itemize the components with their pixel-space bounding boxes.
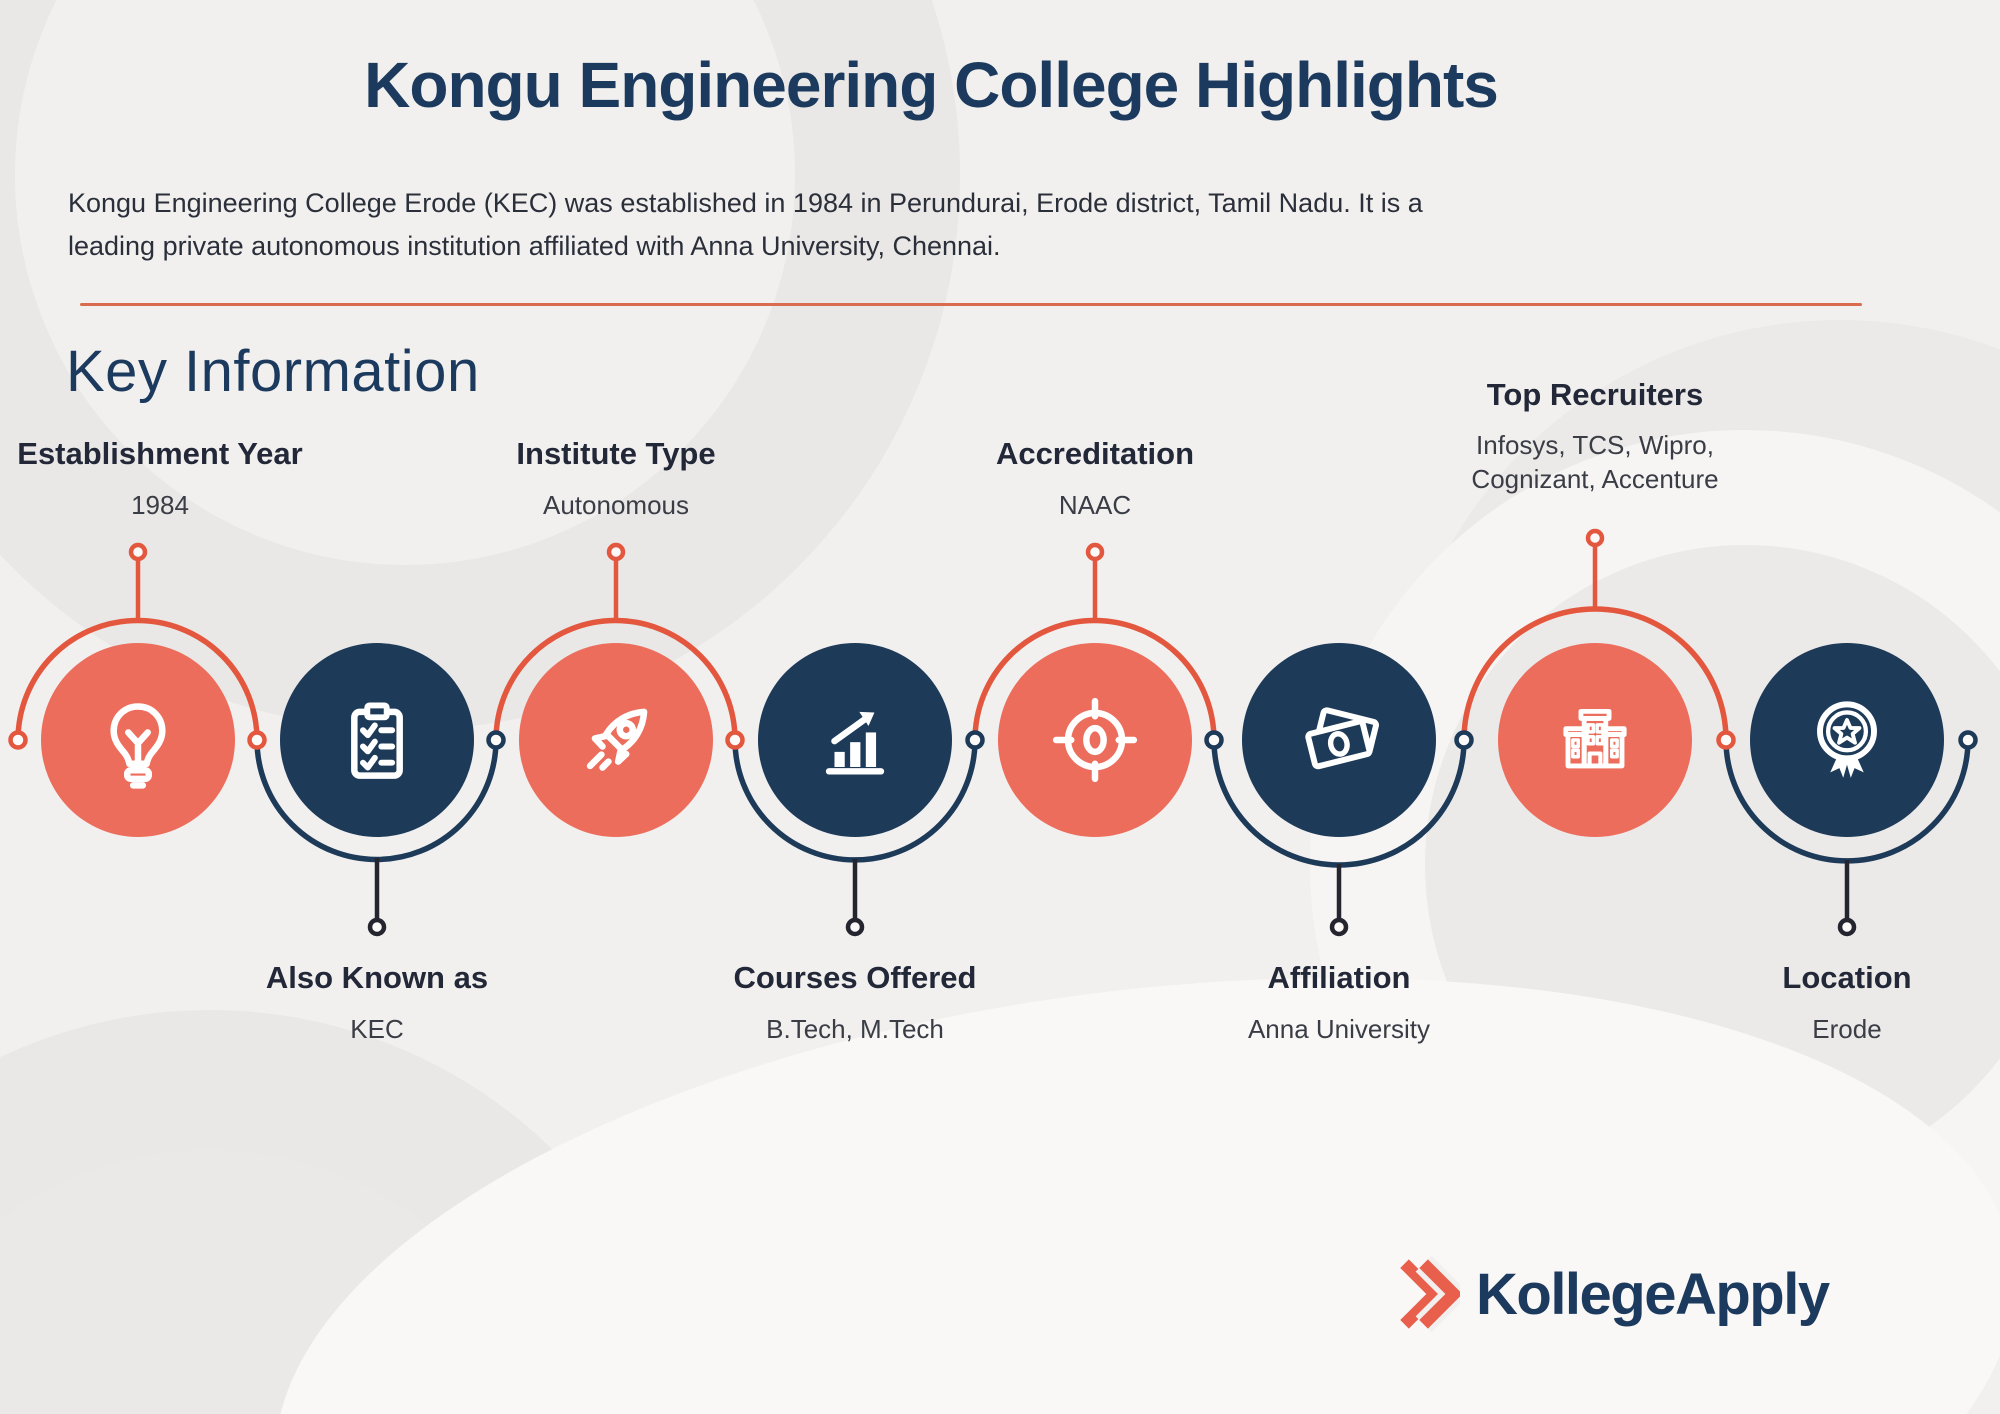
timeline-circle-establishment-year — [41, 643, 235, 837]
timeline-circle-affiliation — [1242, 643, 1436, 837]
timeline-circle-institute-type — [519, 643, 713, 837]
item-value-line-1: Infosys, TCS, Wipro, — [1476, 430, 1714, 460]
target-icon — [1041, 686, 1149, 794]
label-dot-item-1 — [131, 545, 145, 559]
lightbulb-icon — [84, 686, 192, 794]
junction-dot — [728, 733, 743, 748]
page-title: Kongu Engineering College Highlights — [364, 49, 1498, 121]
intro-line-2: leading private autonomous institution affiliated with Anna University, Chennai. — [68, 231, 1001, 261]
item-label-institute-type — [416, 436, 816, 522]
label-dot-item-4 — [848, 920, 862, 934]
item-value: KEC — [350, 1014, 404, 1044]
junction-dot — [489, 733, 504, 748]
item-value: 1984 — [131, 490, 189, 520]
item-value: B.Tech, M.Tech — [766, 1014, 944, 1044]
building-icon — [1541, 686, 1649, 794]
item-title: Establishment Year — [17, 436, 303, 471]
item-label-accreditation — [895, 436, 1295, 522]
label-dot-item-3 — [609, 545, 623, 559]
item-value: NAAC — [1058, 490, 1132, 520]
item-title: Location — [1782, 960, 1912, 995]
brand-chevron-icon — [1382, 1248, 1460, 1340]
timeline-circle-accreditation — [998, 643, 1192, 837]
junction-dot — [1457, 733, 1472, 748]
item-label-location — [1647, 960, 2000, 1046]
item-title: Courses Offered — [733, 960, 977, 995]
item-label-top-recruiters — [1395, 377, 1795, 496]
clipboard-checklist-icon — [323, 686, 431, 794]
growth-chart-icon — [801, 686, 909, 794]
item-label-courses-offered — [655, 960, 1055, 1046]
item-value: Autonomous — [543, 490, 689, 520]
label-dot-item-6 — [1332, 920, 1346, 934]
label-dot-item-8 — [1840, 920, 1854, 934]
item-title: Institute Type — [516, 436, 716, 471]
item-label-affiliation — [1139, 960, 1539, 1046]
junction-dot — [968, 733, 983, 748]
junction-dot — [1719, 733, 1734, 748]
section-heading: Key Information — [66, 339, 480, 404]
brand-name: KollegeApply — [1476, 1261, 1829, 1327]
timeline-circle-courses-offered — [758, 643, 952, 837]
item-value: Erode — [1812, 1014, 1882, 1044]
award-badge-icon — [1793, 686, 1901, 794]
item-label-establishment-year — [0, 436, 360, 522]
junction-dot — [250, 733, 265, 748]
junction-dot — [1207, 733, 1222, 748]
timeline-circle-also-known-as — [280, 643, 474, 837]
intro-line-1: Kongu Engineering College Erode (KEC) was established in 1984 in Perundurai, Erode district, Tamil Nadu. It is a — [68, 188, 1423, 218]
cash-icon — [1285, 686, 1393, 794]
item-title: Also Known as — [265, 960, 489, 995]
timeline-circle-location — [1750, 643, 1944, 837]
item-value-line-2: Cognizant, Accenture — [1471, 464, 1719, 494]
section-divider — [80, 303, 1862, 306]
item-title: Affiliation — [1267, 960, 1411, 995]
item-title: Top Recruiters — [1486, 377, 1704, 412]
brand-logo — [1382, 1248, 1829, 1340]
junction-dot — [11, 733, 26, 748]
item-label-also-known-as — [177, 960, 577, 1046]
item-title: Accreditation — [995, 436, 1195, 471]
label-dot-item-2 — [370, 920, 384, 934]
label-dot-item-5 — [1088, 545, 1102, 559]
junction-dot — [1961, 733, 1976, 748]
intro-paragraph — [68, 182, 1423, 268]
item-value: Anna University — [1247, 1014, 1431, 1044]
rocket-icon — [562, 686, 670, 794]
label-dot-item-7 — [1588, 531, 1602, 545]
timeline-circle-top-recruiters — [1498, 643, 1692, 837]
